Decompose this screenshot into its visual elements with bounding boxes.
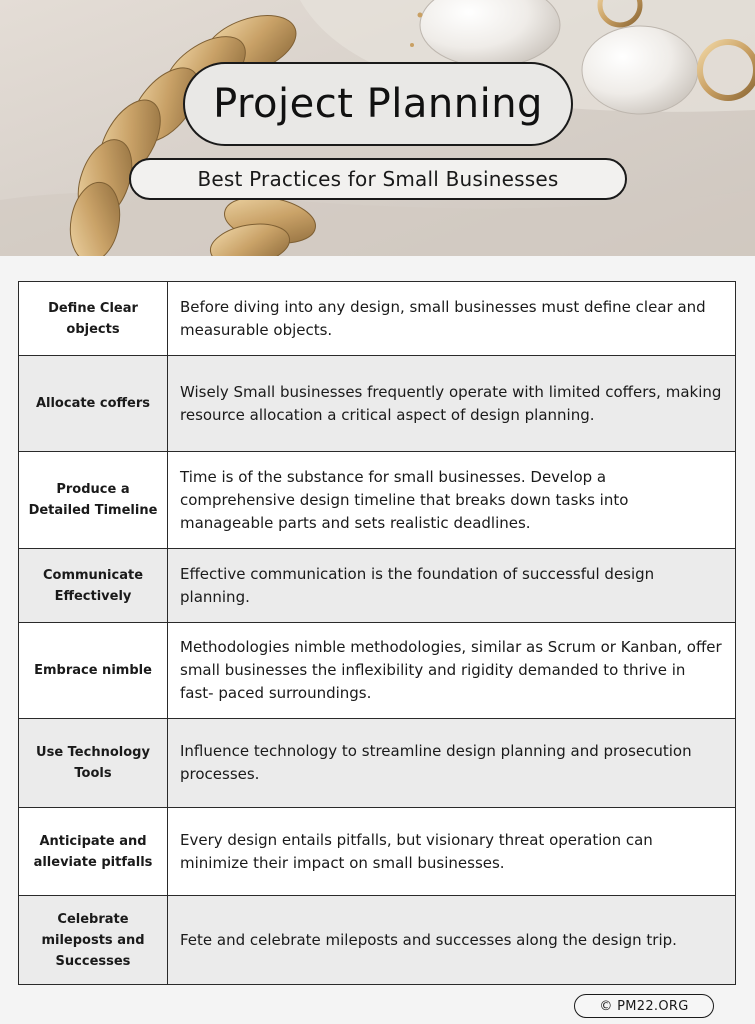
practice-name: Communicate Effectively <box>19 549 168 623</box>
table-row <box>19 282 736 356</box>
practice-description: Time is of the substance for small businesses. Develop a comprehensive design timeline that breaks down tasks into manageable parts and sets realistic deadlines. <box>168 452 736 549</box>
table-row <box>19 452 736 549</box>
practice-description: Wisely Small businesses frequently operate with limited coffers, making resource allocation a critical aspect of design planning. <box>168 356 736 452</box>
table-row <box>19 808 736 896</box>
page-subtitle: Best Practices for Small Businesses <box>129 158 627 200</box>
practice-description: Every design entails pitfalls, but visionary threat operation can minimize their impact on small businesses. <box>168 808 736 896</box>
practice-name: Define Clear objects <box>19 282 168 356</box>
practice-name: Produce a Detailed Timeline <box>19 452 168 549</box>
header-photo <box>0 0 755 256</box>
page-title: Project Planning <box>183 62 573 146</box>
table-row <box>19 356 736 452</box>
practice-description: Influence technology to streamline design planning and prosecution processes. <box>168 719 736 808</box>
practice-description: Before diving into any design, small businesses must define clear and measurable objects. <box>168 282 736 356</box>
practice-name: Use Technology Tools <box>19 719 168 808</box>
copyright-badge: © PM22.ORG <box>574 994 714 1018</box>
table-row <box>19 549 736 623</box>
table-row <box>19 719 736 808</box>
practice-name: Allocate coffers <box>19 356 168 452</box>
practice-name: Celebrate mileposts and Successes <box>19 896 168 985</box>
practice-description: Methodologies nimble methodologies, similar as Scrum or Kanban, offer small businesses the inflexibility and rigidity demanded to thrive in fast- paced surroundings. <box>168 623 736 719</box>
practice-name: Embrace nimble <box>19 623 168 719</box>
practice-description: Fete and celebrate mileposts and successes along the design trip. <box>168 896 736 985</box>
table-row <box>19 623 736 719</box>
table-row <box>19 896 736 985</box>
practice-description: Effective communication is the foundation of successful design planning. <box>168 549 736 623</box>
best-practices-table <box>18 281 736 985</box>
practice-name: Anticipate and alleviate pitfalls <box>19 808 168 896</box>
